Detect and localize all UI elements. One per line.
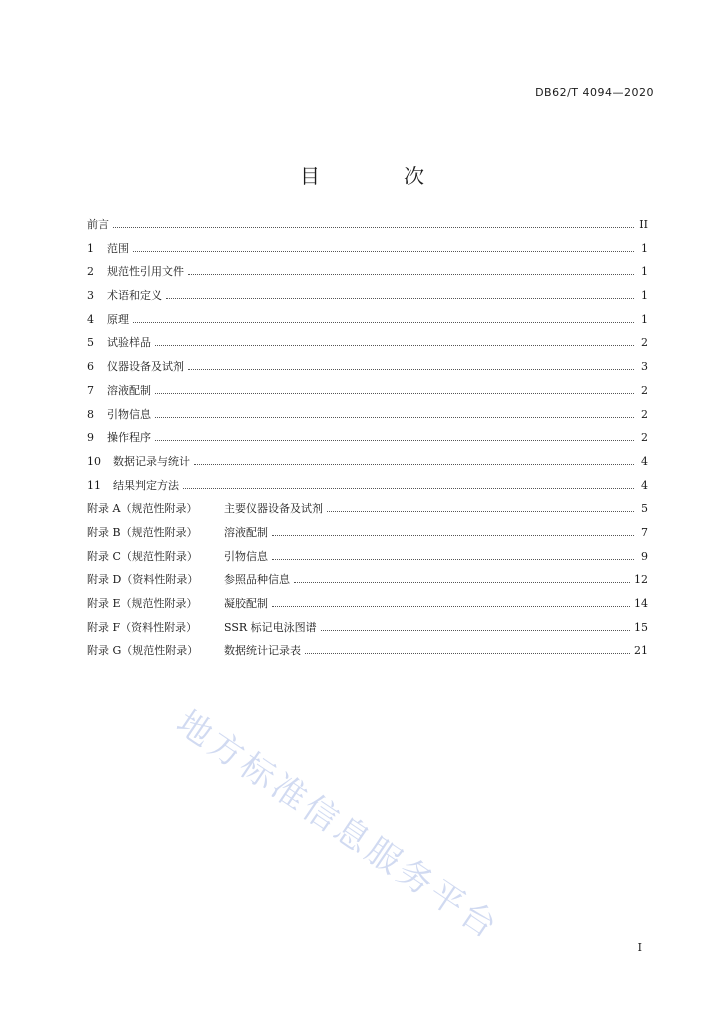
toc-dot-leader (155, 440, 634, 441)
toc-page-number: II (639, 218, 648, 231)
toc-page-number: 5 (641, 502, 648, 516)
toc-entry-title: 参照品种信息 (224, 573, 290, 587)
watermark-text: 地方标准信息服务平台 (169, 702, 507, 949)
toc-entry-number: 2 (87, 265, 94, 279)
toc-dot-leader (133, 322, 634, 323)
toc-entry-title: 原理 (107, 312, 129, 326)
toc-entry-number: 1 (87, 241, 94, 255)
toc-entry[interactable] (87, 526, 648, 550)
toc-entry[interactable] (87, 242, 648, 266)
toc-entry-title: 操作程序 (107, 431, 151, 445)
toc-page-number: 4 (641, 478, 648, 492)
toc-page-number: 3 (641, 360, 648, 374)
toc-dot-leader (133, 251, 634, 252)
toc-entry-title: 前言 (87, 218, 109, 231)
toc-entry[interactable] (87, 431, 648, 455)
toc-entry-title: 主要仪器设备及试剂 (224, 502, 323, 516)
toc-entry-title: 试验样品 (107, 336, 151, 350)
table-of-contents (87, 218, 648, 668)
toc-dot-leader (321, 630, 630, 631)
standard-number: DB62/T 4094—2020 (535, 86, 654, 99)
toc-entry-number: 6 (87, 360, 94, 374)
toc-entry[interactable] (87, 550, 648, 574)
toc-entry[interactable] (87, 408, 648, 432)
toc-entry-title: 数据统计记录表 (224, 644, 301, 658)
toc-appendix-label: 附录 F（资料性附录） (87, 620, 198, 634)
toc-appendix-label: 附录 B（规范性附录） (87, 525, 198, 539)
toc-page-number: 2 (641, 431, 648, 445)
toc-entry[interactable] (87, 265, 648, 289)
toc-appendix-label: 附录 C（规范性附录） (87, 549, 198, 563)
toc-page-number: 2 (641, 407, 648, 421)
toc-page-number: 1 (641, 265, 648, 279)
toc-entry-title: 引物信息 (224, 549, 268, 563)
page-title: 目 次 (300, 164, 456, 188)
toc-page-number: 1 (641, 289, 648, 303)
toc-entry-title: 数据记录与统计 (113, 454, 190, 468)
toc-page-number: 1 (641, 241, 648, 255)
toc-entry-title: 引物信息 (107, 407, 151, 421)
toc-entry-number: 5 (87, 336, 94, 350)
toc-dot-leader (155, 393, 634, 394)
toc-dot-leader (183, 488, 634, 489)
toc-page-number: 21 (634, 644, 648, 658)
toc-entry[interactable] (87, 621, 648, 645)
page-number: I (637, 941, 642, 954)
toc-page-number: 7 (641, 525, 648, 539)
toc-entry[interactable] (87, 360, 648, 384)
toc-page-number: 2 (641, 383, 648, 397)
toc-dot-leader (272, 535, 634, 536)
toc-entry-number: 7 (87, 383, 94, 397)
toc-entry-title: 结果判定方法 (113, 478, 179, 492)
toc-entry-number: 3 (87, 289, 94, 303)
toc-entry[interactable] (87, 313, 648, 337)
toc-page-number: 15 (634, 620, 648, 634)
toc-page-number: 9 (641, 549, 648, 563)
toc-entry[interactable] (87, 289, 648, 313)
toc-entry-title: 凝胶配制 (224, 597, 268, 610)
toc-page-number: 2 (641, 336, 648, 350)
toc-appendix-label: 附录 G（规范性附录） (87, 644, 199, 658)
toc-dot-leader (294, 582, 630, 583)
toc-dot-leader (188, 369, 634, 370)
toc-entry-number: 9 (87, 431, 94, 445)
toc-entry[interactable] (87, 644, 648, 668)
toc-entry-title: SSR 标记电泳图谱 (224, 620, 317, 634)
toc-entry-number: 10 (87, 454, 101, 468)
toc-dot-leader (327, 511, 634, 512)
toc-entry-title: 仪器设备及试剂 (107, 360, 184, 374)
toc-dot-leader (166, 298, 634, 299)
toc-dot-leader (305, 653, 630, 654)
toc-entry-number: 8 (87, 407, 94, 421)
toc-dot-leader (188, 274, 634, 275)
toc-entry-number: 11 (87, 478, 101, 492)
toc-entry[interactable] (87, 597, 648, 621)
toc-entry[interactable] (87, 479, 648, 503)
toc-entry-title: 规范性引用文件 (107, 265, 184, 279)
toc-dot-leader (113, 227, 634, 228)
toc-appendix-label: 附录 E（规范性附录） (87, 597, 198, 610)
toc-entry[interactable] (87, 384, 648, 408)
toc-dot-leader (272, 606, 630, 607)
toc-dot-leader (194, 464, 634, 465)
toc-page-number: 12 (634, 573, 648, 587)
toc-entry[interactable] (87, 573, 648, 597)
toc-entry[interactable] (87, 336, 648, 360)
toc-page-number: 4 (641, 454, 648, 468)
toc-appendix-label: 附录 A（规范性附录） (87, 502, 198, 516)
toc-entry-title: 范围 (107, 241, 129, 255)
toc-entry-title: 溶液配制 (224, 525, 268, 539)
toc-entry-title: 溶液配制 (107, 383, 151, 397)
toc-entry-number: 4 (87, 312, 94, 326)
toc-entry[interactable] (87, 218, 648, 242)
toc-entry-title: 术语和定义 (107, 289, 162, 303)
toc-appendix-label: 附录 D（资料性附录） (87, 573, 199, 587)
toc-dot-leader (272, 559, 634, 560)
toc-entry[interactable] (87, 502, 648, 526)
toc-dot-leader (155, 417, 634, 418)
toc-dot-leader (155, 345, 634, 346)
toc-page-number: 1 (641, 312, 648, 326)
toc-entry[interactable] (87, 455, 648, 479)
toc-page-number: 14 (634, 597, 648, 610)
